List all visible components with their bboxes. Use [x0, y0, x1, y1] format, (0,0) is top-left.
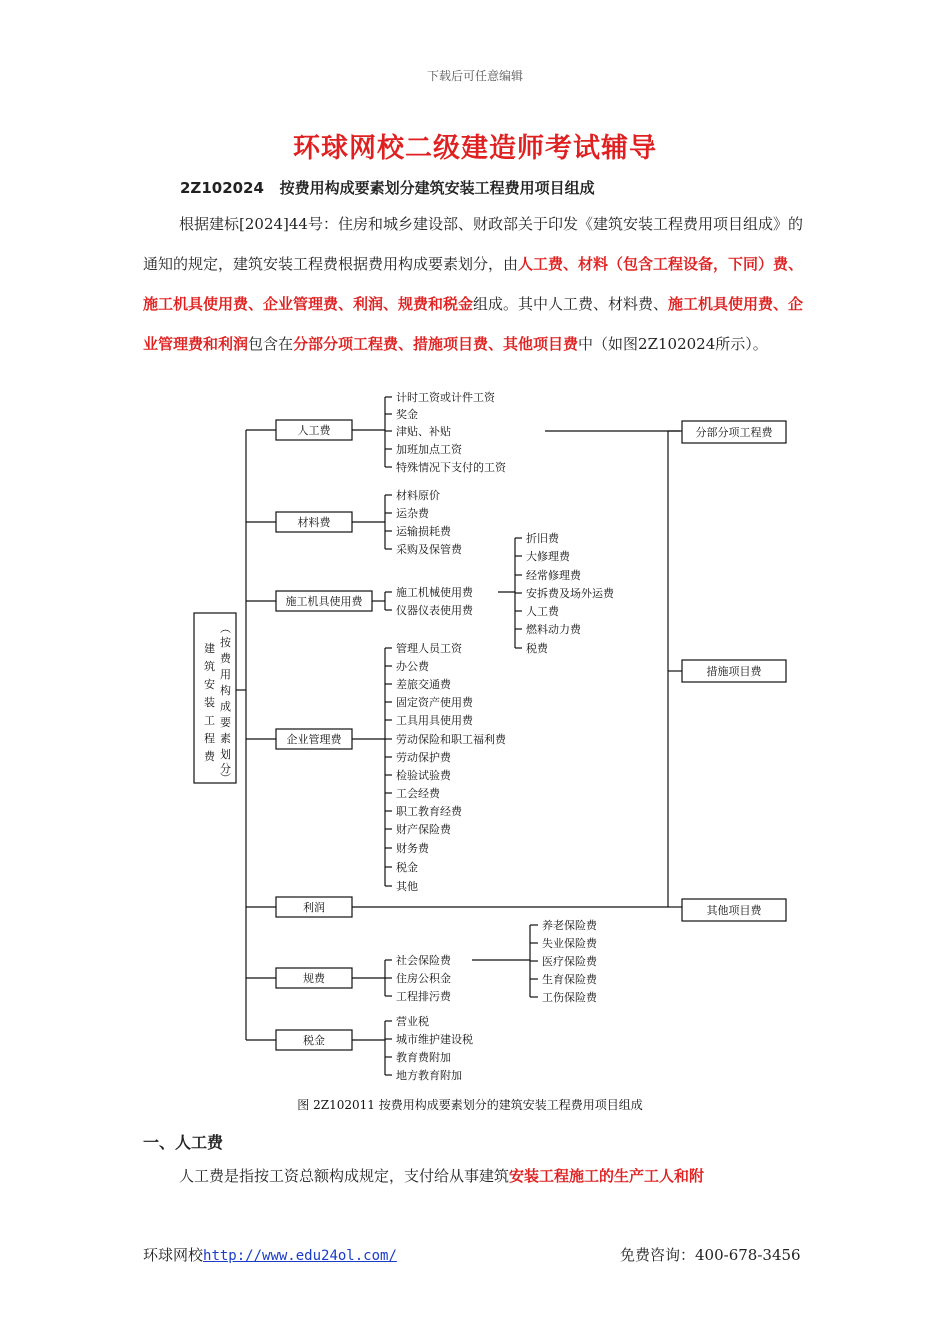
root-label-a-3: 安	[204, 678, 215, 691]
category-labor: 人工费	[297, 424, 331, 437]
tax-item: 城市维护建设税	[396, 1033, 473, 1046]
labor-item: 特殊情况下支付的工资	[396, 461, 506, 474]
root-label-a-5: 工	[204, 714, 215, 727]
social-insurance-item: 失业保险费	[542, 937, 597, 950]
root-label-b-1: ︵	[220, 622, 231, 635]
category-profit: 利润	[303, 901, 325, 914]
mgmt-item: 办公费	[396, 660, 429, 673]
root-label-a-2: 筑	[204, 660, 215, 673]
target-subitem-works: 分部分项工程费	[695, 426, 773, 439]
category-fees: 规费	[303, 972, 325, 985]
intro-highlight-1: 人工费、材料（包含工程设备，下同）费、施工机具使用费、企业管理费、利润、规费和税金	[143, 255, 804, 313]
footer-left	[143, 1244, 397, 1265]
root-label-a-7: 费	[204, 750, 215, 763]
social-insurance-item: 养老保险费	[542, 919, 597, 932]
social-insurance-item: 工伤保险费	[542, 991, 597, 1004]
machine-sub-item: 折旧费	[526, 532, 559, 545]
section1-heading: 一、人工费	[143, 1133, 224, 1152]
mgmt-item: 劳动保护费	[396, 751, 451, 764]
cost-structure-diagram	[180, 390, 800, 1120]
intro-text-4: 中（如图2Z102024所示）。	[578, 335, 768, 353]
root-label-b-11: ︶	[220, 772, 231, 785]
root-label-b-8: 素	[220, 732, 231, 745]
tax-item: 教育费附加	[396, 1051, 451, 1064]
section-code: 2Z102024	[180, 179, 264, 197]
mgmt-item: 劳动保险和职工福利费	[396, 733, 506, 746]
intro-highlight-2: 施工机具使用费、企业管理费和利润	[143, 295, 804, 353]
section1-text: 人工费是指按工资总额构成规定，支付给从事建筑	[179, 1167, 510, 1185]
intro-text-2: 组成。其中人工费、材料费、	[473, 295, 669, 313]
mgmt-item: 固定资产使用费	[396, 696, 473, 709]
target-other-items: 其他项目费	[706, 904, 762, 917]
intro-highlight-3: 分部分项工程费、措施项目费、其他项目费	[293, 335, 579, 353]
machine-sub-item: 人工费	[526, 605, 559, 618]
root-label-b-10: 分	[220, 762, 231, 775]
tax-item: 地方教育附加	[396, 1069, 462, 1082]
tax-item: 营业税	[396, 1015, 429, 1028]
material-item: 材料原价	[396, 489, 440, 502]
mgmt-item: 财产保险费	[396, 823, 451, 836]
machine-item: 仪器仪表使用费	[396, 604, 473, 617]
material-item: 运杂费	[396, 507, 429, 520]
fees-item: 工程排污费	[396, 990, 451, 1003]
category-material: 材料费	[297, 516, 331, 529]
section-heading	[180, 177, 595, 198]
page-title: 环球网校二级建造师考试辅导	[293, 133, 657, 164]
footer-brand: 环球网校	[143, 1246, 204, 1264]
root-label-b-3: 费	[220, 652, 231, 665]
mgmt-item: 检验试验费	[396, 769, 451, 782]
machine-sub-item: 安拆费及场外运费	[526, 587, 614, 600]
fees-item: 住房公积金	[396, 972, 451, 985]
footer-contact: 免费咨询：400-678-3456	[620, 1246, 801, 1264]
target-measures: 措施项目费	[706, 665, 762, 678]
root-label-a-1: 建	[204, 642, 215, 655]
section1-paragraph	[143, 1160, 813, 1192]
machine-sub-item: 经常修理费	[526, 569, 581, 582]
category-mgmt: 企业管理费	[286, 733, 342, 746]
root-label-a-6: 程	[204, 732, 215, 745]
mgmt-item: 税金	[396, 861, 418, 874]
section-title: 按费用构成要素划分建筑安装工程费用项目组成	[279, 179, 595, 197]
mgmt-item: 差旅交通费	[396, 678, 451, 691]
material-item: 采购及保管费	[396, 543, 462, 556]
intro-text-3: 包含在	[248, 335, 294, 353]
footer-link[interactable]: http://www.edu24ol.com/	[203, 1248, 397, 1264]
social-insurance-item: 生育保险费	[542, 973, 597, 986]
section1-highlight: 安装工程施工的生产工人和附	[509, 1167, 705, 1185]
root-label-b-4: 用	[220, 668, 231, 681]
mgmt-item: 其他	[396, 880, 418, 893]
material-item: 运输损耗费	[396, 525, 451, 538]
root-label-b-9: 划	[220, 748, 231, 761]
machine-sub-item: 大修理费	[526, 550, 570, 563]
social-insurance-item: 医疗保险费	[542, 955, 597, 968]
machine-item: 施工机械使用费	[396, 586, 473, 599]
root-label-b-6: 成	[220, 700, 231, 713]
root-label-b-7: 要	[220, 716, 231, 729]
mgmt-item: 工会经费	[396, 787, 440, 800]
labor-item: 奖金	[396, 408, 418, 421]
root-label-b-5: 构	[220, 684, 231, 697]
root-label-a-4: 装	[204, 696, 215, 709]
header-note: 下载后可任意编辑	[426, 69, 523, 83]
labor-item: 津贴、补贴	[396, 425, 451, 438]
intro-text-1: 根据建标[2024]44号：住房和城乡建设部、财政部关于印发《建筑安装工程费用项目组成》的通知的规定，建筑安装工程费根据费用构成要素划分，由	[143, 215, 803, 273]
mgmt-item: 管理人员工资	[396, 642, 462, 655]
machine-sub-item: 税费	[526, 642, 548, 655]
diagram-caption: 图 2Z102011 按费用构成要素划分的建筑安装工程费用项目组成	[297, 1098, 643, 1112]
labor-item: 计时工资或计件工资	[396, 391, 495, 404]
machine-sub-item: 燃料动力费	[526, 623, 581, 636]
mgmt-item: 财务费	[396, 842, 429, 855]
root-label-b-2: 按	[220, 636, 231, 649]
mgmt-item: 工具用具使用费	[396, 714, 473, 727]
category-machine: 施工机具使用费	[285, 595, 363, 608]
mgmt-item: 职工教育经费	[396, 805, 462, 818]
intro-paragraph	[143, 204, 813, 364]
category-tax: 税金	[303, 1034, 325, 1047]
labor-item: 加班加点工资	[396, 443, 462, 456]
fees-item: 社会保险费	[396, 954, 451, 967]
